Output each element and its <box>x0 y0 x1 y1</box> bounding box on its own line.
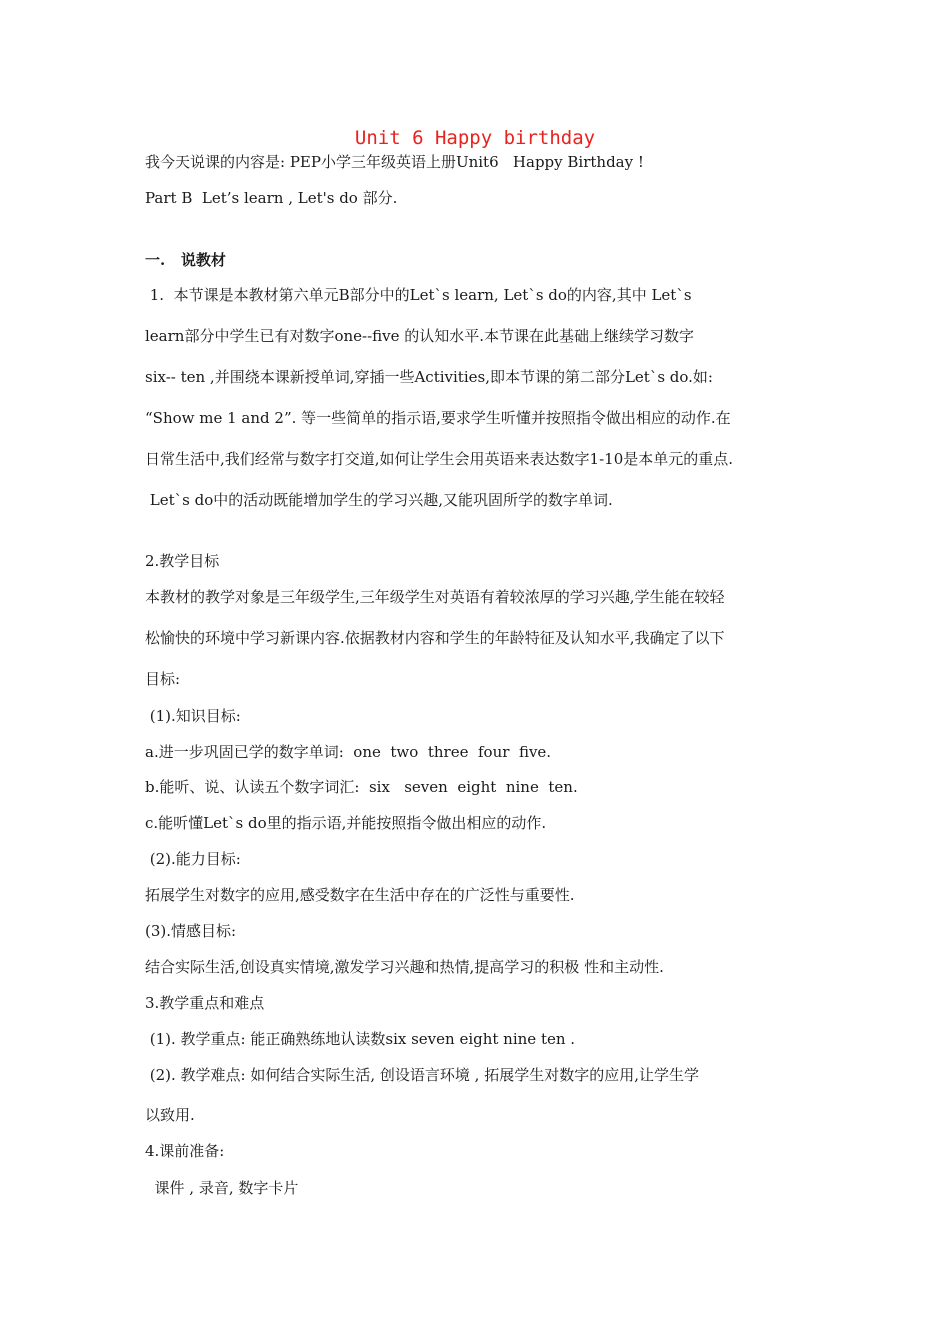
paragraph-1-line-2: learn部分中学生已有对数字one--five 的认知水平.本节课在此基础上继续学习数字 <box>145 327 695 345</box>
section-1-heading: 一. 说教材 <box>145 251 226 269</box>
section-2-line-1: 本教材的教学对象是三年级学生,三年级学生对英语有着较浓厚的学习兴趣,学生能在较轻 <box>145 588 725 606</box>
intro-line-1: 我今天说课的内容是: PEP小学三年级英语上册Unit6 Happy Birthday ! <box>145 153 644 171</box>
goal-3-heading: (3).情感目标: <box>145 922 237 940</box>
goal-1-item-b: b.能听、说、认读五个数字词汇: six seven eight nine ten. <box>145 778 578 796</box>
paragraph-1-line-1: 1. 本节课是本教材第六单元B部分中的Let`s learn, Let`s do的内容,其中 Let`s <box>145 286 692 304</box>
paragraph-1-line-6: Let`s do中的活动既能增加学生的学习兴趣,又能巩固所学的数字单词. <box>145 491 613 509</box>
intro-line-2: Part B Let’s learn , Let's do 部分. <box>145 189 398 207</box>
document-title: Unit 6 Happy birthday <box>354 127 596 149</box>
paragraph-1-line-3: six-- ten ,并围绕本课新授单词,穿插一些Activities,即本节课的第二部分Let`s do.如: <box>145 368 713 386</box>
section-3-line-1: (1). 教学重点: 能正确熟练地认读数six seven eight nine ten . <box>145 1030 576 1048</box>
section-3-line-2: (2). 教学难点: 如何结合实际生活, 创设语言环境 , 拓展学生对数字的应用,让学生学 <box>145 1066 699 1084</box>
goal-1-heading: (1).知识目标: <box>145 707 241 725</box>
section-2-line-2: 松愉快的环境中学习新课内容.依据教材内容和学生的年龄特征及认知水平,我确定了以下 <box>145 629 725 647</box>
section-4-text: 课件 , 录音, 数字卡片 <box>145 1179 299 1197</box>
section-2-heading: 2.教学目标 <box>145 552 220 570</box>
goal-2-heading: (2).能力目标: <box>145 850 241 868</box>
section-3-line-3: 以致用. <box>145 1106 195 1124</box>
goal-3-text: 结合实际生活,创设真实情境,激发学习兴趣和热情,提高学习的积极 性和主动性. <box>145 958 664 976</box>
goal-1-item-a: a.进一步巩固已学的数字单词: one two three four five. <box>145 743 552 761</box>
section-4-heading: 4.课前准备: <box>145 1142 225 1160</box>
paragraph-1-line-5: 日常生活中,我们经常与数字打交道,如何让学生会用英语来表达数字1-10是本单元的重点. <box>145 450 734 468</box>
paragraph-1-line-4: “Show me 1 and 2”. 等一些简单的指示语,要求学生听懂并按照指令做出相应的动作.在 <box>145 409 731 427</box>
section-3-heading: 3.教学重点和难点 <box>145 994 265 1012</box>
goal-1-item-c: c.能听懂Let`s do里的指示语,并能按照指令做出相应的动作. <box>145 814 547 832</box>
goal-2-text: 拓展学生对数字的应用,感受数字在生活中存在的广泛性与重要性. <box>145 886 575 904</box>
section-2-line-3: 目标: <box>145 670 181 688</box>
